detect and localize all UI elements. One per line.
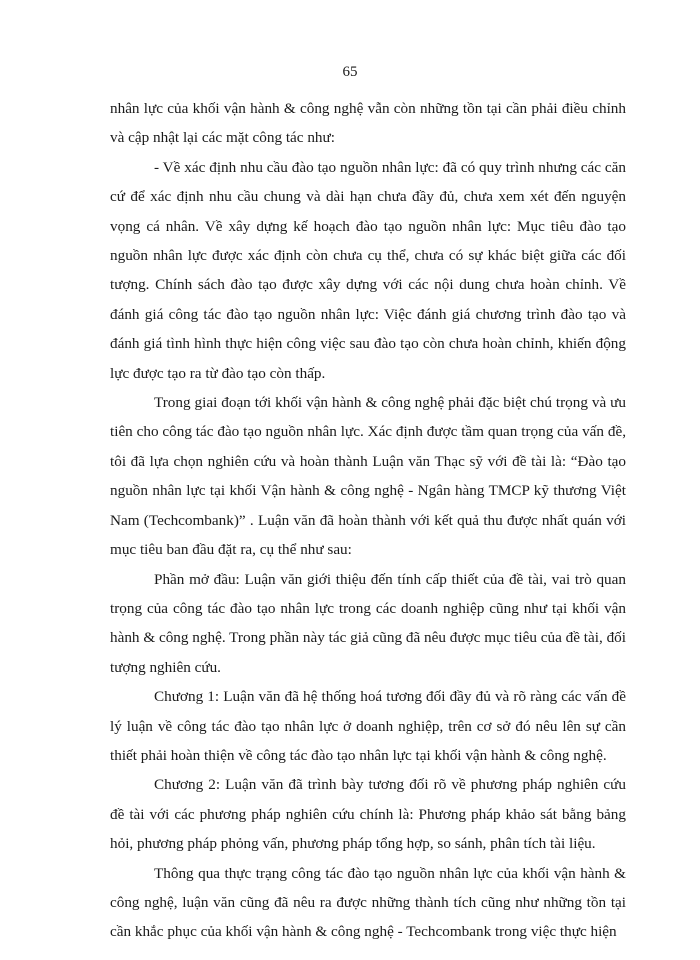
paragraph-chapter-1: Chương 1: Luận văn đã hệ thống hoá tương đối đầy đủ và rõ ràng các vấn đề lý luận về công tác đào tạo nhân lực ở doanh nghiệp, trên cơ sở đó nêu lên sự cần thiết phải hoàn thiện về công tác đào tạo nhân lực tại khối vận hành & công nghệ. [110, 688, 626, 764]
paragraph-findings: Thông qua thực trạng công tác đào tạo nguồn nhân lực của khối vận hành & công nghệ, luận văn cũng đã nêu ra được những thành tích cũng như những tồn tại cần khắc phục của khối vận hành & công nghệ - Techcombank trong việc thực hiện [110, 864, 626, 941]
paragraph-thesis-topic: Trong giai đoạn tới khối vận hành & công nghệ phải đặc biệt chú trọng và ưu tiên cho công tác đào tạo nguồn nhân lực. Xác định được tầm quan trọng của vấn đề, tôi đã lựa chọn nghiên cứu và hoàn thành Luận văn Thạc sỹ với đề tài là: “Đào tạo nguồn nhân lực tại khối Vận hành & công nghệ - Ngân hàng TMCP kỹ thương Việt Nam (Techcombank)” . Luận văn đã hoàn thành với kết quả thu được nhất quán với mục tiêu ban đầu đặt ra, cụ thể như sau: [110, 394, 626, 559]
paragraph-chapter-2: Chương 2: Luận văn đã trình bày tương đối rõ về phương pháp nghiên cứu đề tài với các phương pháp nghiên cứu chính là: Phương pháp khảo sát bằng bảng hỏi, phương pháp phỏng vấn, phương pháp tổng hợp, so sánh, phân tích tài liệu. [110, 776, 626, 853]
body-text [110, 94, 626, 947]
paragraph-shortcomings: - Về xác định nhu cầu đào tạo nguồn nhân lực: đã có quy trình nhưng các căn cứ để xác định nhu cầu chung và dài hạn chưa đầy đủ, chưa xem xét đến nguyện vọng cá nhân. Về xây dựng kế hoạch đào tạo nguồn nhân lực: Mục tiêu đào tạo nguồn nhân lực được xác định còn chưa cụ thể, chưa có sự khác biệt giữa các đối tượng. Chính sách đào tạo được xây dựng với các nội dung chưa hoàn chỉnh. Về đánh giá công tác đào tạo nguồn nhân lực: Việc đánh giá chương trình đào tạo và đánh giá tình hình thực hiện công việc sau đào tạo còn chưa hoàn chỉnh, khiến động lực được tạo ra từ đào tạo còn thấp. [110, 158, 626, 382]
page-number: 65 [342, 64, 358, 80]
paragraph-continuation: nhân lực của khối vận hành & công nghệ vẫn còn những tồn tại cần phải điều chỉnh và cập nhật lại các mặt công tác như: [110, 100, 626, 147]
paragraph-introduction: Phần mở đầu: Luận văn giới thiệu đến tính cấp thiết của đề tài, vai trò quan trọng của công tác đào tạo nhân lực trong các doanh nghiệp cũng như tại khối vận hành & công nghệ. Trong phần này tác giả cũng đã nêu được mục tiêu của đề tài, đối tượng nghiên cứu. [110, 570, 626, 676]
